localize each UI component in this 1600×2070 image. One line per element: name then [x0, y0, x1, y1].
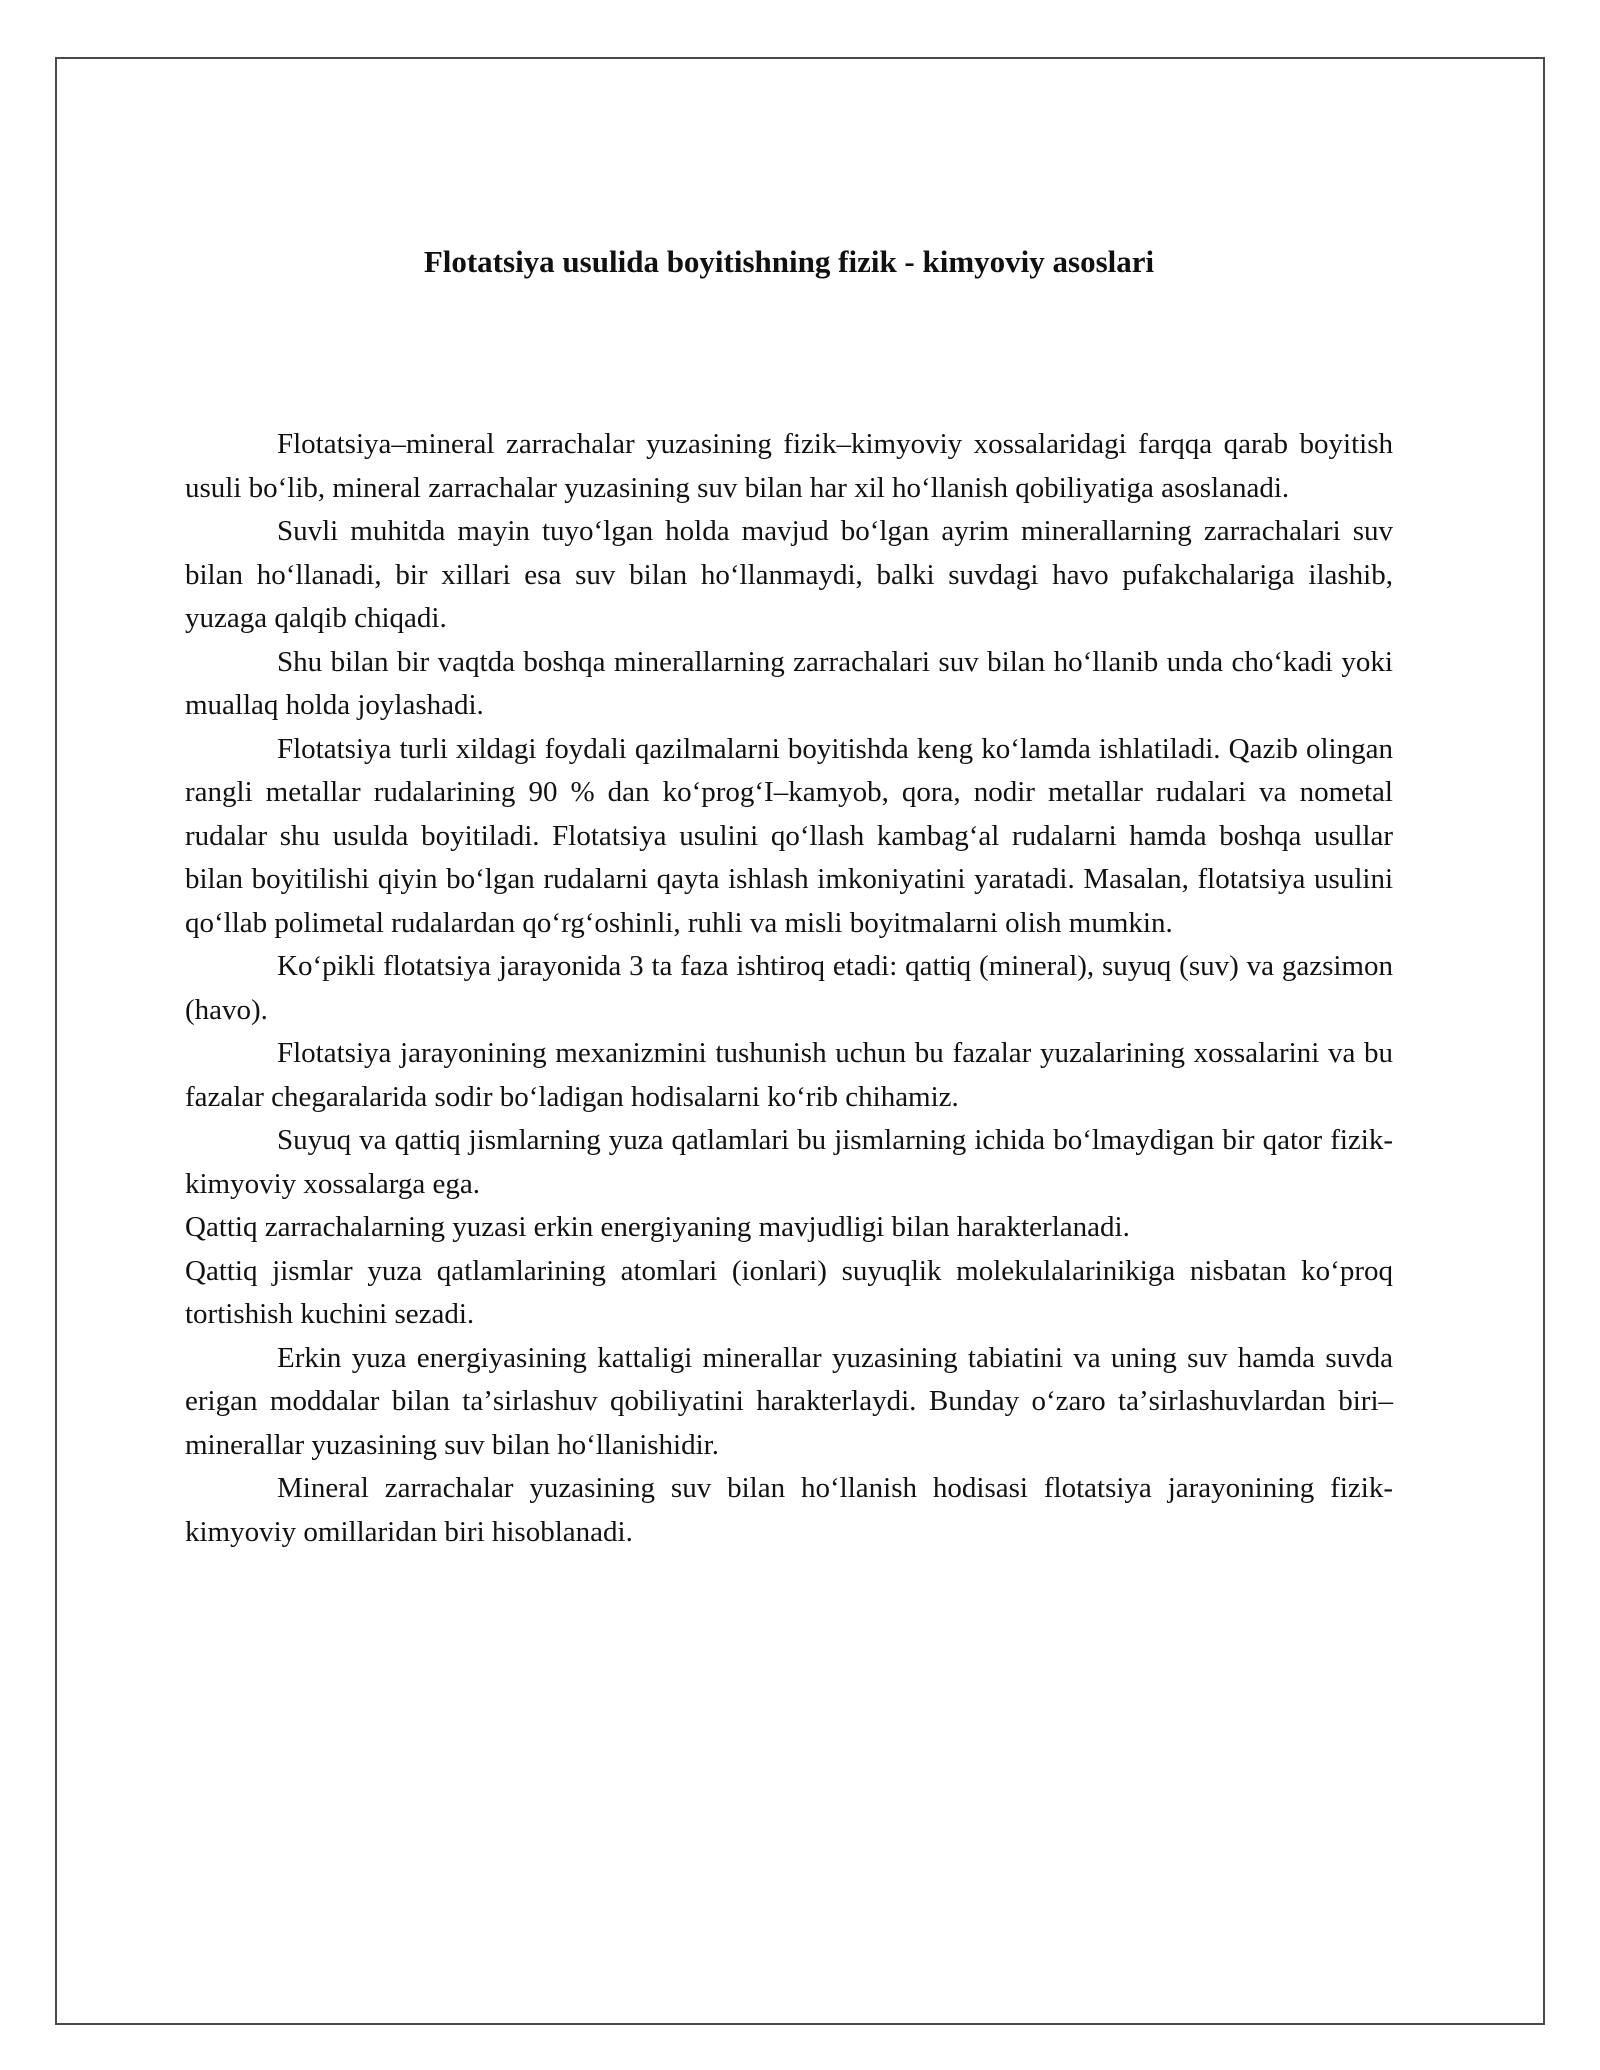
page-border	[55, 57, 1545, 2025]
paragraph: Koʻpikli flotatsiya jarayonida 3 ta faza ishtiroq etadi: qattiq (mineral), suyuq (suv) va gazsimon (havo).	[185, 950, 1393, 1026]
paragraph: Qattiq jismlar yuza qatlamlarining atomlari (ionlari) suyuqlik molekulalarinikiga nisbatan koʻproq tortishish kuchini sezadi.	[185, 1254, 1393, 1330]
paragraph: Shu bilan bir vaqtda boshqa minerallarning zarrachalari suv bilan hoʻllanib unda choʻkadi yoki muallaq holda joylashadi.	[185, 645, 1393, 721]
document-body	[185, 423, 1393, 1554]
paragraph: Flotatsiya–mineral zarrachalar yuzasining fizik–kimyoviy xossalaridagi farqqa qarab boyitish usuli boʻlib, mineral zarrachalar yuzasining suv bilan har xil hoʻllanish qobiliyatiga asoslanadi.	[185, 428, 1393, 504]
paragraph: Flotatsiya turli xildagi foydali qazilmalarni boyitishda keng koʻlamda ishlatiladi. Qazib olingan rangli metallar rudalarining 90 % dan koʻprogʻI–kamyob, qora, nodir metallar rudalari va nometal rudalar shu usulda boyitiladi. Flotatsiya usulini qoʻllash kambagʻal rudalarni hamda boshqa usullar bilan boyitilishi qiyin boʻlgan rudalarni qayta ishlash imkoniyatini yaratadi. Masalan, flotatsiya usulini qoʻllab polimetal rudalardan qoʻrgʻoshinli, ruhli va misli boyitmalarni olish mumkin.	[185, 732, 1393, 939]
paragraph: Suvli muhitda mayin tuyoʻlgan holda mavjud boʻlgan ayrim minerallarning zarrachalari suv bilan hoʻllanadi, bir xillari esa suv bilan hoʻllanmaydi, balki suvdagi havo pufakchalariga ilashib, yuzaga qalqib chiqadi.	[185, 515, 1393, 634]
paragraph: Mineral zarrachalar yuzasining suv bilan hoʻllanish hodisasi flotatsiya jarayonining fizik-kimyoviy omillaridan biri hisoblanadi.	[185, 1472, 1393, 1548]
document-title: Flotatsiya usulida boyitishning fizik - kimyoviy asoslari	[423, 244, 1155, 279]
paragraph: Erkin yuza energiyasining kattaligi minerallar yuzasining tabiatini va uning suv hamda suvda erigan moddalar bilan taʼsirlashuv qobiliyatini harakterlaydi. Bunday oʻzaro taʼsirlashuvlardan biri–minerallar yuzasining suv bilan hoʻllanishidir.	[185, 1341, 1393, 1461]
paragraph: Suyuq va qattiq jismlarning yuza qatlamlari bu jismlarning ichida boʻlmaydigan bir qator fizik-kimyoviy xossalarga ega.	[185, 1124, 1393, 1200]
paragraph: Qattiq zarrachalarning yuzasi erkin energiyaning mavjudligi bilan harakterlanadi.	[185, 1211, 1130, 1243]
paragraph: Flotatsiya jarayonining mexanizmini tushunish uchun bu fazalar yuzalarining xossalarini va bu fazalar chegaralarida sodir boʻladigan hodisalarni koʻrib chihamiz.	[185, 1037, 1393, 1113]
